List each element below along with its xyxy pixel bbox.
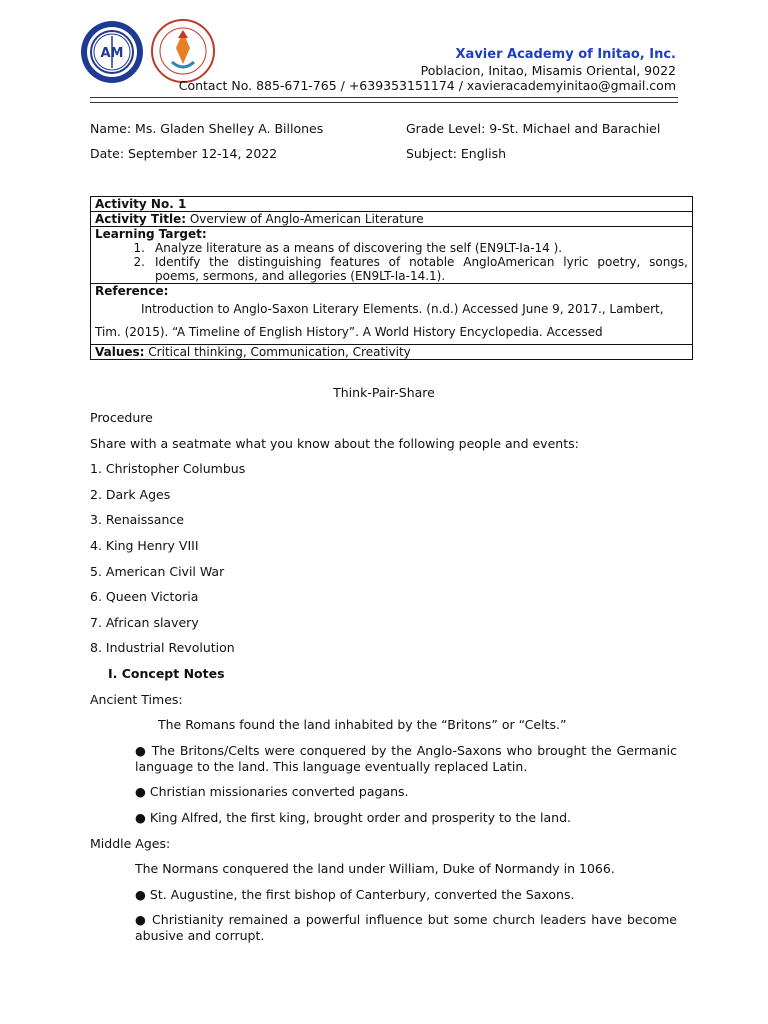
bullet-paragraph: ● The Britons/Celts were conquered by the Anglo-Saxons who brought the Germanic language to the land. This language eventually replaced Latin. <box>135 743 677 774</box>
list-item: 6. Queen Victoria <box>90 589 199 604</box>
values-text: Critical thinking, Communication, Creativity <box>148 345 411 359</box>
bullet-paragraph: ● Christianity remained a powerful influence but some church leaders have become abusive and corrupt. <box>135 912 677 943</box>
bullet-paragraph: ● St. Augustine, the first bishop of Canterbury, converted the Saxons. <box>135 887 575 902</box>
list-item: 7. African slavery <box>90 615 199 630</box>
list-item: 1. Christopher Columbus <box>90 461 246 476</box>
list-item: 8. Industrial Revolution <box>90 640 235 655</box>
activity-table <box>90 196 693 360</box>
paragraph: The Normans conquered the land under William, Duke of Normandy in 1066. <box>135 861 615 876</box>
concept-notes-heading: I. Concept Notes <box>108 666 225 681</box>
school-contact: Contact No. 885-671-765 / +639353151174 / xavieracademyinitao@gmail.com <box>178 78 676 93</box>
ancient-times-heading: Ancient Times: <box>90 692 183 707</box>
list-item: 1. Analyze literature as a means of discovering the self (EN9LT-Ia-14 ). <box>133 241 563 255</box>
activity-title-label: Activity Title: <box>95 212 187 226</box>
list-item: 5. American Civil War <box>90 564 225 579</box>
instruction-text: Share with a seatmate what you know about the following people and events: <box>90 436 579 451</box>
values-label: Values: <box>95 345 145 359</box>
header-divider <box>90 97 678 98</box>
header-divider <box>90 102 678 103</box>
date: Date: September 12-14, 2022 <box>90 146 278 161</box>
list-item: 2. Identify the distinguishing features of notable AngloAmerican lyric poetry, songs, poems, sermons, and allegories (EN9LT-Ia-14.1). <box>133 255 688 283</box>
paragraph: The Romans found the land inhabited by the “Britons” or “Celts.” <box>158 717 567 732</box>
list-item: 3. Renaissance <box>90 512 184 527</box>
list-item: 4. King Henry VIII <box>90 538 199 553</box>
procedure-heading: Procedure <box>90 410 153 425</box>
grade-level: Grade Level: 9-St. Michael and Barachiel <box>406 121 661 136</box>
section-title: Think-Pair-Share <box>333 385 435 400</box>
reference-text: Introduction to Anglo-Saxon Literary Elements. (n.d.) Accessed June 9, 2017., Lambert, Tim. (2015). “A Timeline of English History”. A World History Encyclopedia. Accessed <box>95 302 664 339</box>
activity-number: Activity No. 1 <box>95 197 187 211</box>
list-item: 2. Dark Ages <box>90 487 171 502</box>
middle-ages-heading: Middle Ages: <box>90 836 171 851</box>
learning-target-list <box>95 241 688 283</box>
academy-logo <box>150 18 216 84</box>
bullet-paragraph: ● Christian missionaries converted pagans. <box>135 784 409 799</box>
bullet-paragraph: ● King Alfred, the first king, brought order and prosperity to the land. <box>135 810 571 825</box>
teacher-name: Name: Ms. Gladen Shelley A. Billones <box>90 121 324 136</box>
svg-text:AM: AM <box>100 46 124 61</box>
school-name: Xavier Academy of Initao, Inc. <box>455 47 676 62</box>
activity-title: Overview of Anglo-American Literature <box>189 212 424 226</box>
learning-target-label: Learning Target: <box>95 227 207 241</box>
school-seal-logo <box>80 20 144 84</box>
subject: Subject: English <box>406 146 507 161</box>
reference-label: Reference: <box>95 284 169 298</box>
school-address: Poblacion, Initao, Misamis Oriental, 9022 <box>420 63 676 78</box>
